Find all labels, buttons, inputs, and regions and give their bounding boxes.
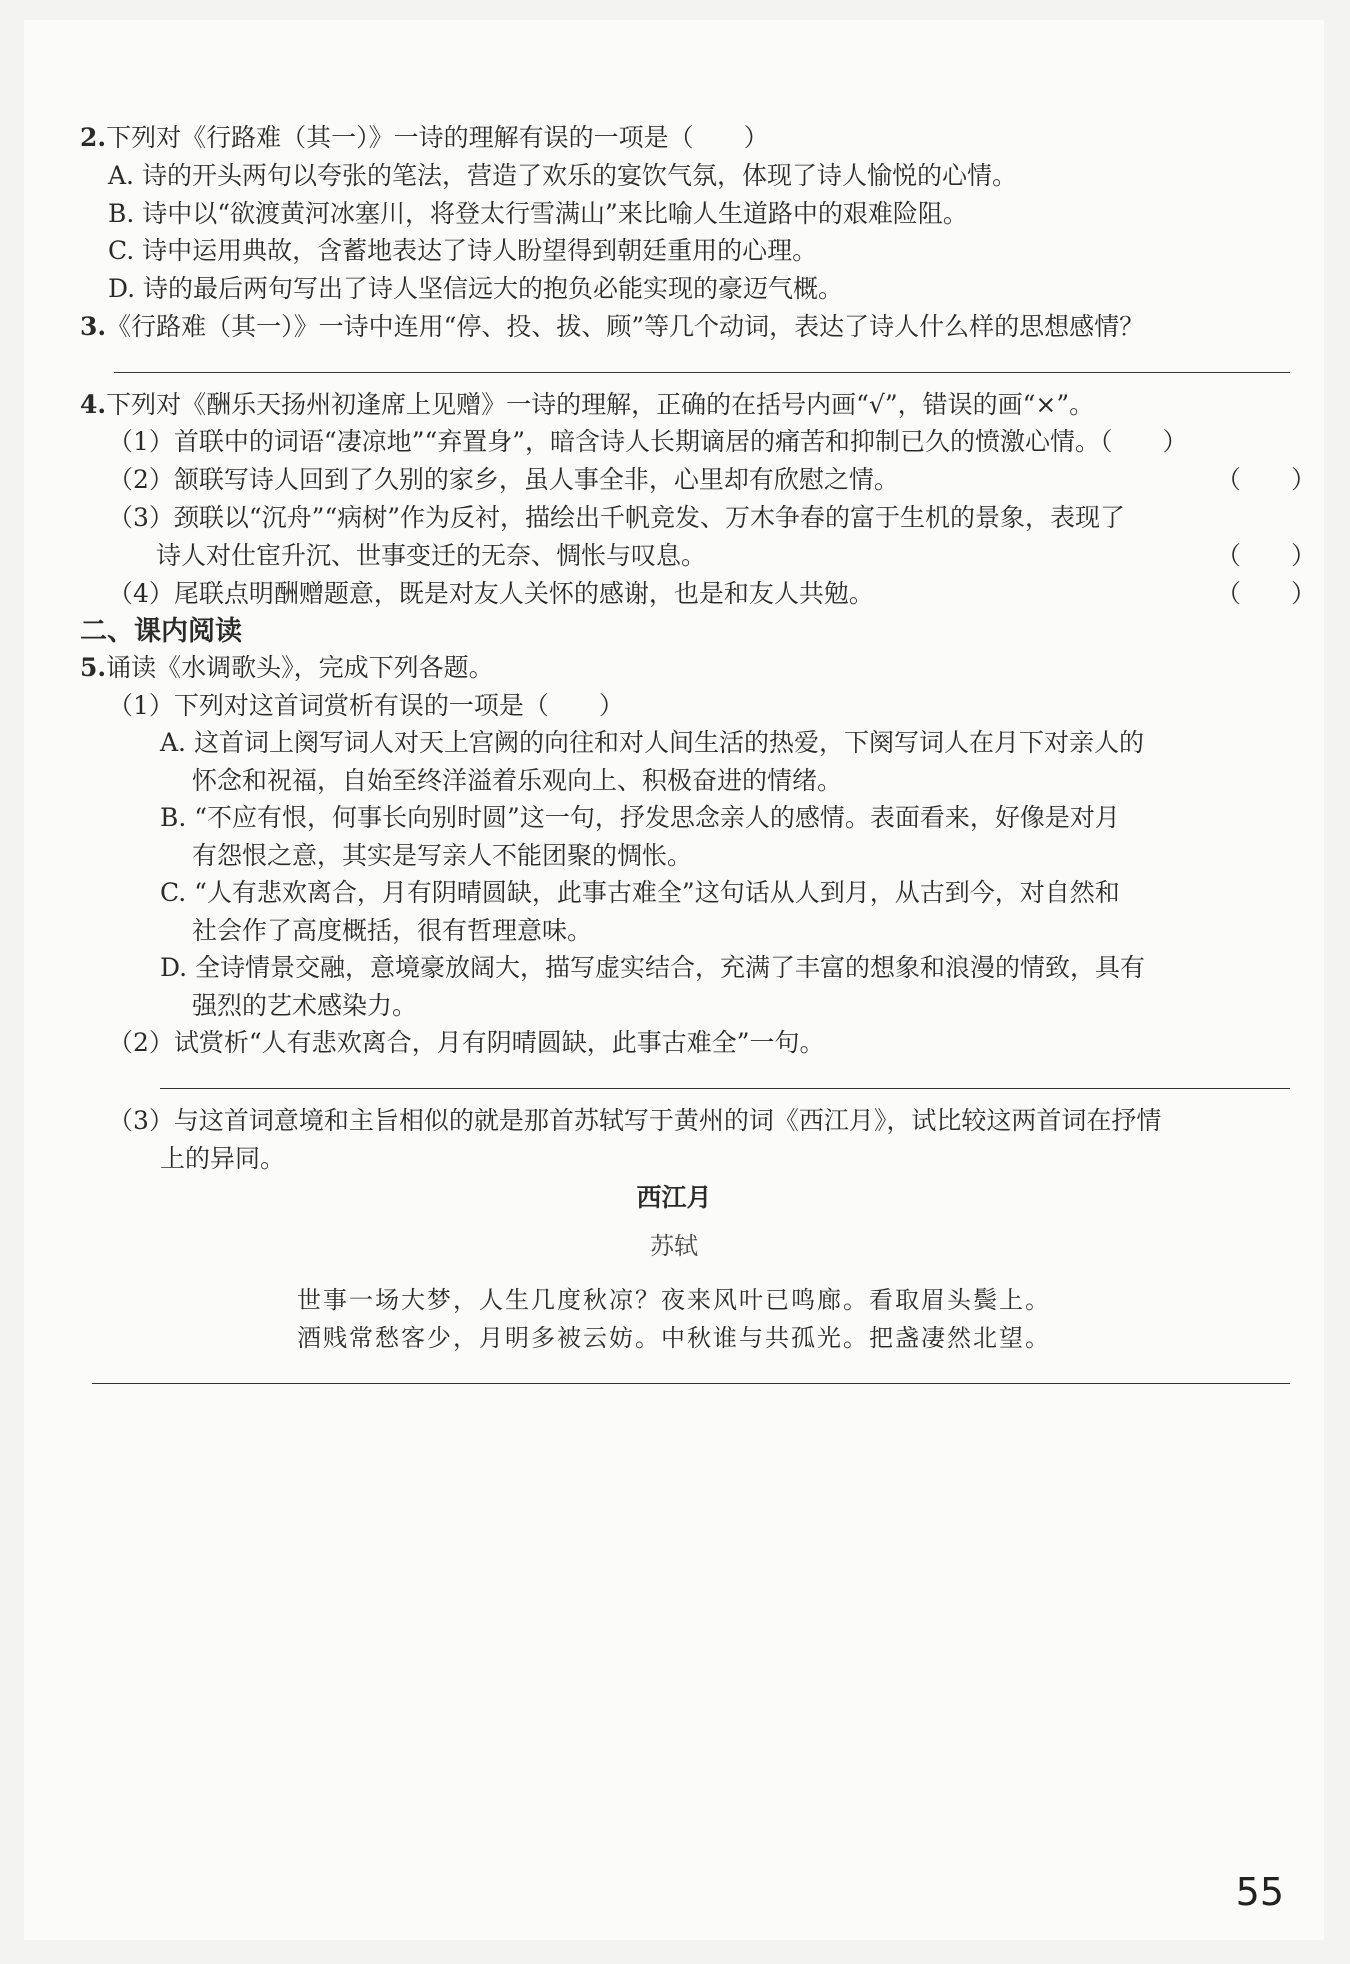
q5-option-a: A. 这首词上阕写词人对天上宫阙的向往和对人间生活的热爱，下阕写词人在月下对亲人的: [160, 728, 1144, 757]
q5-option-d: D. 全诗情景交融，意境豪放阔大，描写虚实结合，充满了丰富的想象和浪漫的情致，具有: [160, 953, 1146, 982]
workbook-page: [24, 20, 1324, 1940]
section-heading: 二、课内阅读: [80, 616, 242, 647]
q3-number: 3.: [80, 312, 107, 341]
q5-sub3-answer-line[interactable]: [92, 1383, 1290, 1384]
q5-number: 5.: [80, 653, 107, 682]
q3-stem-text: 《行路难（其一）》一诗中连用“停、投、拔、顾”等几个动词，表达了诗人什么样的思想感情？: [106, 312, 1145, 341]
q5-option-c-cont: 社会作了高度概括，很有哲理意味。: [192, 916, 593, 945]
q2-number: 2.: [80, 123, 107, 152]
q2-stem: [80, 120, 769, 156]
q5-sub1: （1）下列对这首词赏析有误的一项是（ ）: [108, 691, 624, 720]
q2-option-b: B. 诗中以“欲渡黄河冰塞川，将登太行雪满山”来比喻人生道路中的艰难险阻。: [108, 199, 968, 228]
q5-sub2-answer-line[interactable]: [160, 1088, 1290, 1089]
q3-answer-line[interactable]: [114, 372, 1290, 373]
q5-sub3-cont: 上的异同。: [160, 1144, 286, 1173]
q4-item-1: （1）首联中的词语“凄凉地”“弃置身”，暗含诗人长期谪居的痛苦和抑制已久的愤激心情。（ ）: [108, 427, 1188, 456]
q5-sub3: （3）与这首词意境和主旨相似的就是那首苏轼写于黄州的词《西江月》，试比较这两首词在抒情: [108, 1106, 1162, 1135]
q5-sub2: （2）试赏析“人有悲欢离合，月有阴晴圆缺，此事古难全”一句。: [108, 1028, 825, 1057]
poem-author: 苏轼: [650, 1232, 698, 1260]
q5-option-a-cont: 怀念和祝福，自始至终洋溢着乐观向上、积极奋进的情绪。: [192, 766, 843, 795]
q4-item-2: （2）颔联写诗人回到了久别的家乡，虽人事全非，心里却有欣慰之情。: [108, 465, 899, 494]
q5-option-b: B. “不应有恨，何事长向别时圆”这一句，抒发思念亲人的感情。表面看来，好像是对月: [160, 803, 1120, 832]
q4-stem-text: 下列对《酬乐天扬州初逢席上见赠》一诗的理解，正确的在括号内画“√”，错误的画“×”。: [106, 390, 1095, 419]
page-number: 55: [1235, 1870, 1284, 1914]
poem-title: 西江月: [636, 1183, 712, 1212]
poem-line-2: 酒贱常愁客少，月明多被云妨。中秋谁与共孤光。把盏凄然北望。: [297, 1324, 1051, 1352]
q4-item-2-answer-blank[interactable]: （ ）: [1216, 465, 1317, 494]
q4-item-3-cont: 诗人对仕宦升沉、世事变迁的无奈、惆怅与叹息。: [156, 541, 707, 570]
q4-stem: [80, 387, 1094, 423]
q2-option-c: C. 诗中运用典故，含蓄地表达了诗人盼望得到朝廷重用的心理。: [108, 236, 818, 265]
q4-item-4: （4）尾联点明酬赠题意，既是对友人关怀的感谢，也是和友人共勉。: [108, 579, 874, 608]
poem-line-1: 世事一场大梦，人生几度秋凉？夜来风叶已鸣廊。看取眉头鬓上。: [297, 1286, 1051, 1314]
q5-option-d-cont: 强烈的艺术感染力。: [192, 991, 418, 1020]
q2-option-a: A. 诗的开头两句以夸张的笔法，营造了欢乐的宴饮气氛，体现了诗人愉悦的心情。: [108, 161, 1017, 190]
q5-stem-text: 诵读《水调歌头》，完成下列各题。: [106, 653, 494, 682]
q2-stem-text: 下列对《行路难（其一）》一诗的理解有误的一项是（ ）: [106, 123, 769, 152]
q5-option-b-cont: 有怨恨之意，其实是写亲人不能团聚的惆怅。: [192, 841, 693, 870]
q4-item-4-answer-blank[interactable]: （ ）: [1216, 579, 1317, 608]
q4-item-3-answer-blank[interactable]: （ ）: [1216, 541, 1317, 570]
q4-number: 4.: [80, 390, 107, 419]
q5-option-c: C. “人有悲欢离合，月有阴晴圆缺，此事古难全”这句话从人到月，从古到今，对自然和: [160, 878, 1120, 907]
q5-stem: [80, 650, 494, 686]
q2-option-d: D. 诗的最后两句写出了诗人坚信远大的抱负必能实现的豪迈气概。: [108, 274, 844, 303]
q4-item-3: （3）颈联以“沉舟”“病树”作为反衬，描绘出千帆竞发、万木争春的富于生机的景象，表现了: [108, 503, 1126, 532]
q3-stem: [80, 309, 1144, 345]
